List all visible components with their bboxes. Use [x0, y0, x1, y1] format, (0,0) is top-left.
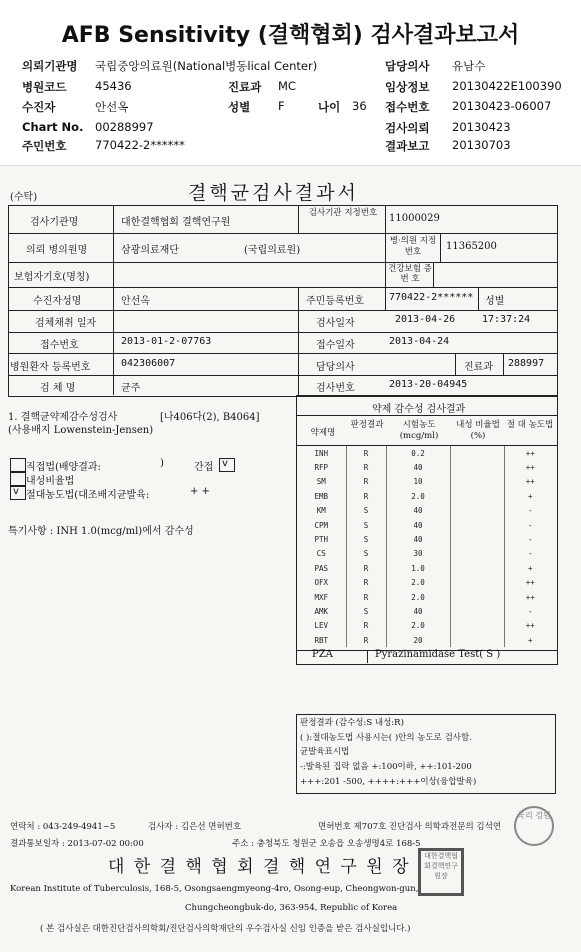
ratio-cell — [450, 590, 504, 604]
ratio-cell — [450, 561, 504, 575]
contact-line: 연락처 : 043-249-4941~5 — [10, 822, 116, 832]
requesting-institution-label: 의뢰기관명 — [22, 59, 78, 73]
requesting-institution-value: 국립중앙의료원(National병동lical Center) — [95, 59, 318, 73]
concentration-cell: 30 — [386, 547, 450, 561]
medium-label: (사용배지 Lowenstein-Jensen) — [8, 425, 154, 436]
concentration-cell: 1.0 — [386, 561, 450, 575]
patient-name-label: 수진자성명 — [33, 296, 82, 307]
direct-method-close: ) — [160, 458, 164, 469]
hospital-code-value: 45436 — [95, 79, 132, 93]
concentration-cell: 40 — [386, 518, 450, 532]
legend-line-1: 판정결과 (감수성:S 내성:R) — [300, 718, 404, 728]
form-dept-value: 288997 — [508, 358, 545, 369]
test-request-value: 20130423 — [452, 120, 511, 134]
item1-label: 1. 결핵균약제감수성검사 — [8, 412, 118, 423]
department-value: MC — [278, 79, 296, 93]
receipt-number-label: 접수번호 — [385, 100, 430, 114]
result-report-label: 결과보고 — [385, 139, 430, 153]
judgement-cell: R — [346, 633, 386, 647]
legend-line-4: -:발육된 집락 없음 +:100이하, ++:101-200 — [300, 762, 472, 772]
ratio-cell — [450, 604, 504, 618]
ratio-cell — [450, 576, 504, 590]
legend-line-2: ( ):절대농도법 사용시는( )안의 농도로 검사함. — [300, 733, 472, 743]
judgement-cell: S — [346, 547, 386, 561]
drug-row — [297, 460, 556, 474]
address-en-1: Korean Institute of Tuberculosis, 168-5, Osongsaengmyeong-4ro, Osong-eup, Cheongwon-gun, — [10, 884, 419, 894]
hosp-no-label: 병·의원 지정번호 — [389, 236, 437, 257]
sensitivity-table — [297, 446, 556, 647]
hosp-patient-label: 병원환자 등록번호 — [10, 362, 91, 373]
department-label: 진료과 — [228, 80, 262, 94]
specimen-label: 검 체 명 — [40, 383, 76, 394]
test-time-value: 17:37:24 — [482, 314, 531, 325]
col-absolute: 절 대 농도법 — [506, 420, 554, 430]
absolute-cell: + — [527, 491, 533, 501]
drug-name-cell: CPM — [297, 518, 346, 532]
judgement-cell: R — [346, 561, 386, 575]
address-en-2: Chungcheongbuk-do, 363-954, Republic of Korea — [185, 903, 398, 913]
round-seal-icon: 국리 검원 — [514, 806, 554, 846]
drug-row — [297, 576, 556, 590]
drug-row — [297, 604, 556, 618]
drug-name-cell: PAS — [297, 561, 346, 575]
direct-method-checkbox[interactable] — [10, 458, 26, 472]
certification-note: ( 본 검사실은 대한진단검사의학회/진단검사의학재단의 우수검사실 신임 인증을 받은 검사실입니다.) — [40, 924, 411, 934]
absolute-cell: ++ — [525, 578, 535, 588]
test-request-label: 검사의뢰 — [385, 121, 430, 135]
specimen-value: 균주 — [121, 383, 141, 394]
ratio-cell — [450, 504, 504, 518]
drug-row — [297, 532, 556, 546]
absolute-cell: - — [527, 535, 533, 545]
absolute-cell: + — [527, 563, 533, 573]
abs-conc-value: + + — [190, 486, 210, 497]
judgement-cell: S — [346, 518, 386, 532]
drug-row — [297, 619, 556, 633]
rrn-label: 주민등록번호 — [306, 296, 364, 307]
ratio-cell — [450, 460, 504, 474]
form-sex-label: 성별 — [485, 296, 505, 307]
clinical-info-label: 임상정보 — [385, 80, 430, 94]
absolute-cell: - — [527, 506, 533, 516]
sex-value: F — [278, 99, 285, 113]
judgement-cell: R — [346, 576, 386, 590]
item1-code: [나406다(2), B4064] — [160, 412, 260, 423]
drug-name-cell: OFX — [297, 576, 346, 590]
concentration-cell: 0.2 — [386, 446, 450, 460]
examiner-line: 검사자 : 김은선 면허번호 — [148, 822, 242, 832]
drug-row — [297, 590, 556, 604]
req-hosp-note: (국립의료원) — [244, 245, 301, 256]
form-dept-label: 진료과 — [464, 362, 493, 373]
form-doctor-label: 담당의사 — [316, 362, 355, 373]
accession-value: 2013-01-2-07763 — [121, 336, 212, 347]
sensitivity-title: 약제 감수성 검사결과 — [372, 404, 466, 415]
judgement-cell: R — [346, 489, 386, 503]
report-date-line: 결과통보일자 : 2013-07-02 00:00 — [10, 839, 144, 849]
address-line: 주소 : 충청북도 청원군 오송읍 오송생명4로 168-5 — [232, 839, 421, 849]
ratio-cell — [450, 633, 504, 647]
form-title: 결핵균검사결과서 — [188, 182, 359, 204]
insurer-label: 보험자기호(명칭) — [14, 272, 90, 283]
resist-ratio-checkbox[interactable] — [10, 472, 26, 486]
ratio-cell — [450, 446, 504, 460]
attending-doctor-value: 유남수 — [452, 59, 486, 73]
col-ratio: 내성 비율법(%) — [456, 420, 500, 441]
abs-conc-label: 절대농도법(대조배지균발육: — [26, 490, 150, 501]
resident-number-value: 770422-2****** — [95, 138, 185, 152]
judgement-cell: R — [346, 619, 386, 633]
hosp-no-value: 11365200 — [446, 241, 497, 252]
absolute-cell: - — [527, 549, 533, 559]
consignment-label: (수탁) — [10, 192, 38, 203]
age-label: 나이 — [318, 100, 341, 114]
drug-name-cell: CS — [297, 547, 346, 561]
judgement-cell: S — [346, 604, 386, 618]
patient-label: 수진자 — [22, 100, 56, 114]
resident-number-label: 주민번호 — [22, 139, 67, 153]
legend-line-5: +++:201 -500, ++++:+++이상(융합발육) — [300, 777, 477, 787]
concentration-cell: 2.0 — [386, 576, 450, 590]
resist-ratio-label: 내성비율법 — [26, 476, 75, 487]
hospital-code-label: 병원코드 — [22, 80, 67, 94]
concentration-cell: 40 — [386, 604, 450, 618]
collect-date-label: 검체채취 일자 — [35, 318, 97, 329]
special-note: 특기사항 : INH 1.0(mcg/ml)에서 감수성 — [8, 526, 194, 537]
concentration-cell: 40 — [386, 532, 450, 546]
sex-label: 성별 — [228, 100, 251, 114]
absolute-cell: - — [527, 520, 533, 530]
clinical-info-value: 20130422E100390 — [452, 79, 562, 93]
concentration-cell: 2.0 — [386, 590, 450, 604]
abs-conc-check-mark: v — [13, 486, 19, 497]
drug-row — [297, 446, 556, 460]
health-no-label: 건강보험 증 번 호 — [388, 264, 432, 284]
drug-row — [297, 633, 556, 647]
chart-no-value: 00288997 — [95, 120, 154, 134]
col-drug: 약제명 — [310, 428, 336, 438]
col-judgement: 판정결과 — [350, 420, 384, 430]
drug-name-cell: KM — [297, 504, 346, 518]
inst-no-label: 검사기관 지정번호 — [308, 208, 378, 218]
drug-row — [297, 504, 556, 518]
drug-name-cell: EMB — [297, 489, 346, 503]
drug-row — [297, 518, 556, 532]
direct-method-label: 직접법(배양결과: — [26, 462, 101, 473]
rrn-value: 770422-2****** — [389, 292, 474, 303]
concentration-cell: 10 — [386, 475, 450, 489]
legend-line-3: 균발육표시법 — [300, 747, 350, 757]
drug-name-cell: AMK — [297, 604, 346, 618]
drug-name-cell: PTH — [297, 532, 346, 546]
ratio-cell — [450, 518, 504, 532]
concentration-cell: 2.0 — [386, 489, 450, 503]
absolute-cell: ++ — [525, 477, 535, 487]
judgement-cell: R — [346, 475, 386, 489]
inst-label: 검사기관명 — [30, 217, 79, 228]
ratio-cell — [450, 475, 504, 489]
concentration-cell: 40 — [386, 504, 450, 518]
judgement-cell: R — [346, 446, 386, 460]
drug-row — [297, 547, 556, 561]
judgement-cell: S — [346, 532, 386, 546]
test-no-value: 2013-20-04945 — [389, 379, 468, 390]
judgement-cell: R — [346, 460, 386, 474]
inst-value: 대한결핵협회 결핵연구원 — [121, 217, 231, 228]
pza-label: PZA — [312, 649, 333, 660]
concentration-cell: 40 — [386, 460, 450, 474]
col-concentration: 시험농도 (mcg/ml) — [399, 420, 439, 441]
drug-name-cell: RFP — [297, 460, 346, 474]
absolute-cell: ++ — [525, 463, 535, 473]
attending-doctor-label: 담당의사 — [385, 59, 430, 73]
ratio-cell — [450, 532, 504, 546]
absolute-cell: ++ — [525, 448, 535, 458]
receipt-date-label: 접수일자 — [316, 340, 355, 351]
absolute-cell: ++ — [525, 621, 535, 631]
drug-name-cell: RBT — [297, 633, 346, 647]
indirect-check-mark: v — [222, 458, 228, 469]
inst-no-value: 11000029 — [389, 213, 440, 224]
receipt-date-value: 2013-04-24 — [389, 336, 450, 347]
patient-name-value: 안선옥 — [121, 296, 150, 307]
result-report-value: 20130703 — [452, 138, 511, 152]
ratio-cell — [450, 489, 504, 503]
absolute-cell: - — [527, 606, 533, 616]
report-title: AFB Sensitivity (결핵협회) 검사결과보고서 — [61, 23, 520, 48]
hosp-patient-value: 042306007 — [121, 358, 176, 369]
req-hosp-label: 의뢰 병의원명 — [26, 245, 88, 256]
test-no-label: 검사번호 — [316, 383, 355, 394]
concentration-cell: 20 — [386, 633, 450, 647]
ratio-cell — [450, 619, 504, 633]
test-date-value: 2013-04-26 — [395, 314, 456, 325]
org-name: 대 한 결 핵 협 회 결 핵 연 구 원 장 — [108, 857, 411, 877]
chart-no-label: Chart No. — [22, 120, 84, 134]
license-line: 면허번호 제707호 진단검사 의학과전문의 김석연 — [318, 822, 502, 832]
drug-row — [297, 475, 556, 489]
req-hosp-value: 삼광의료재단 — [121, 245, 179, 256]
patient-value: 안선옥 — [95, 100, 129, 114]
square-seal-icon: 대한결핵협회결핵연구원장 — [418, 848, 464, 896]
ratio-cell — [450, 547, 504, 561]
absolute-cell: + — [527, 635, 533, 645]
absolute-cell: ++ — [525, 592, 535, 602]
concentration-cell: 2.0 — [386, 619, 450, 633]
drug-row — [297, 489, 556, 503]
drug-row — [297, 561, 556, 575]
drug-name-cell: INH — [297, 446, 346, 460]
accession-label: 접수번호 — [40, 340, 79, 351]
drug-name-cell: MXF — [297, 590, 346, 604]
age-value: 36 — [352, 99, 367, 113]
indirect-label: 간접 — [194, 462, 214, 473]
drug-name-cell: SM — [297, 475, 346, 489]
drug-name-cell: LEV — [297, 619, 346, 633]
pza-value: Pyrazinamidase Test( S ) — [375, 649, 501, 660]
judgement-cell: S — [346, 504, 386, 518]
receipt-number-value: 20130423-06007 — [452, 99, 552, 113]
test-date-label: 검사일자 — [316, 318, 355, 329]
judgement-cell: R — [346, 590, 386, 604]
